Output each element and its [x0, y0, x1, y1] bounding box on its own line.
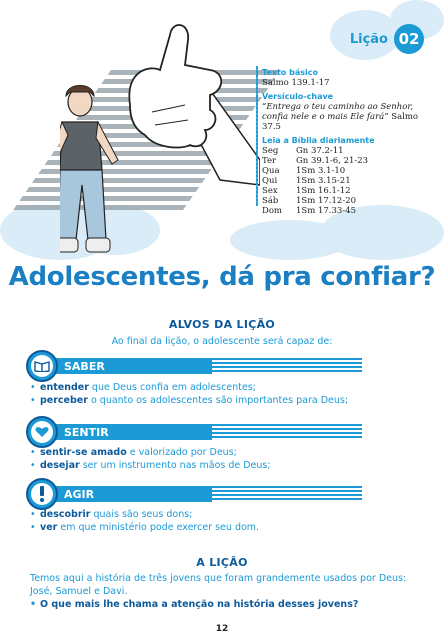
- saber-list: [30, 381, 430, 407]
- list-item: • desejar ser um instrumento nas mãos de Deus;: [30, 459, 430, 472]
- reading-day: Qua: [262, 166, 280, 176]
- alvos-intro: Ao final da lição, o adolescente será capaz de:: [111, 336, 333, 347]
- list-item: • descobrir quais são seus dons;: [30, 508, 430, 521]
- page-number: 12: [215, 624, 229, 634]
- agir-label: AGIR: [64, 487, 95, 501]
- reading-ref: Gn 39.1-6, 21-23: [296, 156, 369, 166]
- reading-ref: 1Sm 16.1-12: [296, 186, 351, 196]
- licao-question: • O que mais lhe chama a atenção na história desses jovens?: [30, 599, 440, 610]
- reading-day: Seg: [262, 146, 279, 156]
- sentir-list: [30, 446, 430, 472]
- licao-paragraph: Temos aqui a história de três jovens que foram grandemente usados por Deus: José, Samuel e Davi.: [30, 573, 407, 597]
- lesson-number: 02: [394, 24, 424, 54]
- list-item: • perceber o quanto os adolescentes são importantes para Deus;: [30, 394, 430, 407]
- agir-bar: [52, 486, 362, 502]
- versiculo-ref: Salmo 37.5: [262, 112, 419, 132]
- list-item: • entender que Deus confia em adolescentes;: [30, 381, 430, 394]
- exclamation-icon: [26, 478, 58, 510]
- reading-day: Qui: [262, 176, 278, 186]
- saber-bar: [52, 358, 362, 374]
- texto-basico-heading: Texto básico: [262, 68, 318, 77]
- reading-ref: 1Sm 17.12-20: [296, 196, 357, 206]
- versiculo-text: [262, 102, 434, 132]
- open-book-icon: [26, 350, 58, 382]
- versiculo-heading: Versículo-chave: [262, 92, 334, 101]
- alvos-heading: ALVOS DA LIÇÃO: [168, 318, 276, 331]
- thumbs-up-hand-icon: [129, 25, 260, 185]
- daily-readings: [262, 146, 434, 216]
- agir-list: [30, 508, 430, 534]
- sentir-bar: [52, 424, 362, 440]
- page-title: Adolescentes, dá pra confiar?: [8, 262, 436, 292]
- teenager-figure: [60, 86, 118, 253]
- reading-ref: 1Sm 3.15-21: [296, 176, 351, 186]
- reading-ref: 1Sm 3.1-10: [296, 166, 346, 176]
- reading-ref: Gn 37.2-11: [296, 146, 344, 156]
- reading-day: Sex: [262, 186, 278, 196]
- versiculo-quote: “Entrega o teu caminho ao Senhor, confia nele e o mais Ele fará”: [262, 102, 414, 122]
- lesson-info-sidebar: [262, 66, 434, 216]
- texto-basico-value: Salmo 139.1-17: [262, 78, 330, 88]
- reading-ref: 1Sm 17.33-45: [296, 206, 357, 216]
- sentir-label: SENTIR: [64, 425, 109, 439]
- list-item: • ver em que ministério pode exercer seu dom.: [30, 521, 430, 534]
- reading-day: Ter: [262, 156, 277, 166]
- reading-day: Dom: [262, 206, 282, 216]
- illustration: [60, 10, 260, 270]
- leia-heading: Leia a Bíblia diariamente: [262, 136, 375, 145]
- list-item: • sentir-se amado e valorizado por Deus;: [30, 446, 430, 459]
- lesson-badge: [350, 24, 424, 54]
- reading-day: Sáb: [262, 196, 279, 206]
- licao-heading: A LIÇÃO: [196, 556, 248, 569]
- heart-icon: [26, 416, 58, 448]
- dotted-divider: [256, 66, 258, 206]
- lesson-label: Lição: [349, 31, 388, 47]
- saber-label: SABER: [64, 359, 105, 373]
